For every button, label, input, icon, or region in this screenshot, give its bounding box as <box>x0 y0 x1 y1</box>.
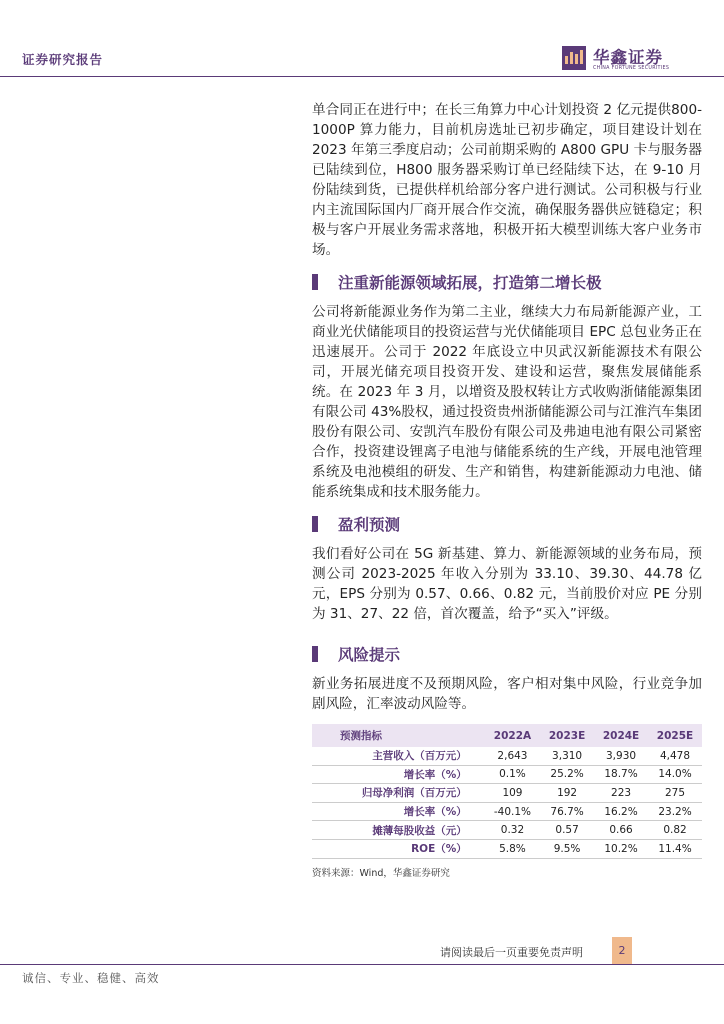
table-cell: 10.2% <box>594 839 648 858</box>
section-marker <box>312 516 318 532</box>
table-cell: 192 <box>540 784 594 803</box>
table-cell: 275 <box>648 784 702 803</box>
section-title: 盈利预测 <box>338 516 401 534</box>
table-cell: 0.1% <box>485 765 540 784</box>
table-cell: -40.1% <box>485 802 540 821</box>
table-row <box>312 765 702 784</box>
table-cell: 0.57 <box>540 821 594 840</box>
logo-chinese-name: 华鑫证券 <box>593 48 663 67</box>
page-header <box>0 0 724 80</box>
table-header-cell: 2025E <box>648 724 702 747</box>
row-label: 增长率（%） <box>312 765 485 784</box>
section-title: 注重新能源领域拓展，打造第二增长极 <box>338 274 602 292</box>
page-number: 2 <box>612 937 632 965</box>
section-marker <box>312 646 318 662</box>
company-logo <box>562 44 702 76</box>
table-cell: 11.4% <box>648 839 702 858</box>
forecast-table <box>312 724 702 859</box>
table-cell: 5.8% <box>485 839 540 858</box>
table-header-row <box>312 724 702 747</box>
table-cell: 0.32 <box>485 821 540 840</box>
table-row <box>312 839 702 858</box>
section-marker <box>312 274 318 290</box>
table-cell: 76.7% <box>540 802 594 821</box>
main-content <box>312 100 702 879</box>
footer-divider <box>0 964 724 965</box>
report-type-label: 证券研究报告 <box>22 52 104 67</box>
table-row <box>312 784 702 803</box>
header-divider <box>0 76 724 77</box>
row-label: 摊薄每股收益（元） <box>312 821 485 840</box>
footer-slogan: 诚信、专业、稳健、高效 <box>22 971 160 985</box>
row-label: 主营收入（百万元） <box>312 747 485 765</box>
row-label: 增长率（%） <box>312 802 485 821</box>
table-cell: 18.7% <box>594 765 648 784</box>
table-cell: 3,310 <box>540 747 594 765</box>
row-label: ROE（%） <box>312 839 485 858</box>
table-cell: 9.5% <box>540 839 594 858</box>
table-cell: 223 <box>594 784 648 803</box>
table-cell: 14.0% <box>648 765 702 784</box>
section-body-risk: 新业务拓展进度不及预期风险，客户相对集中风险，行业竞争加剧风险，汇率波动风险等。 <box>312 676 702 712</box>
logo-mark-icon <box>562 46 586 70</box>
table-row <box>312 802 702 821</box>
section-body-new-energy: 公司将新能源业务作为第二主业，继续大力布局新能源产业，工商业光伏储能项目的投资运营与光伏储能项目 EPC 总包业务正在迅速展开。公司于 2022 年底设立中贝武汉新能源技术有限公司，开展光储充项目投资开发、建设和运营，聚焦发展储能系统。在 2023 年 3 月，以增资及股权转让方式收购浙储能源集团有限公司 43%股权，通过投资贵州浙储能源公司与江淮汽车集团股份有限公司、安凯汽车股份有限公司及弗迪电池有限公司紧密合作，投资建设锂离子电池与储能系统的生产线，开展电池管理系统及电池模组的研发、生产和销售，构建新能源动力电池、储能系统集成和技术服务能力。 <box>312 304 702 500</box>
table-cell: 4,478 <box>648 747 702 765</box>
table-header-cell: 2024E <box>594 724 648 747</box>
table-cell: 25.2% <box>540 765 594 784</box>
logo-english-name: CHINA FORTUNE SECURITIES <box>593 66 670 71</box>
table-cell: 23.2% <box>648 802 702 821</box>
table-cell: 2,643 <box>485 747 540 765</box>
section-heading-forecast <box>312 508 702 544</box>
intro-paragraph: 单合同正在进行中；在长三角算力中心计划投资 2 亿元提供800-1000P 算力能力，目前机房选址已初步确定，项目建设计划在 2023 年第三季度启动；公司前期采购的 A800 GPU 卡与服务器已陆续到位，H800 服务器采购订单已经陆续下达，在 9-10 月份陆续到货，已提供样机给部分客户进行测试。公司积极与行业内主流国际国内厂商开展合作交流，确保服务器供应链稳定；积极与客户开展业务需求落地，积极开拓大模型训练大客户业务市场。 <box>312 102 702 258</box>
table-header-cell: 预测指标 <box>312 724 485 747</box>
table-row <box>312 747 702 765</box>
table-cell: 0.66 <box>594 821 648 840</box>
table-cell: 3,930 <box>594 747 648 765</box>
section-body-forecast: 我们看好公司在 5G 新基建、算力、新能源领域的业务布局，预测公司 2023-2025 年收入分别为 33.10、39.30、44.78 亿元，EPS 分别为 0.57、0.66、0.82 元，当前股价对应 PE 分别为 31、27、22 倍，首次覆盖，给予“买入”评级。 <box>312 546 702 622</box>
section-heading-risk <box>312 638 702 674</box>
table-header-cell: 2023E <box>540 724 594 747</box>
table-cell: 109 <box>485 784 540 803</box>
disclaimer-note: 请阅读最后一页重要免责声明 <box>440 946 583 959</box>
table-cell: 16.2% <box>594 802 648 821</box>
table-row <box>312 821 702 840</box>
table-source-note: 资料来源：Wind，华鑫证券研究 <box>312 867 450 879</box>
table-header-cell: 2022A <box>485 724 540 747</box>
section-heading-new-energy <box>312 266 702 302</box>
section-title: 风险提示 <box>338 646 401 664</box>
table-cell: 0.82 <box>648 821 702 840</box>
row-label: 归母净利润（百万元） <box>312 784 485 803</box>
